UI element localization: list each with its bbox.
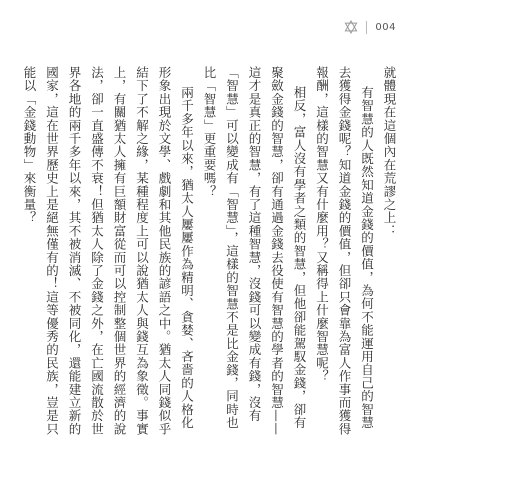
- page-number: 004: [375, 21, 396, 33]
- star-of-david-icon: [344, 20, 358, 34]
- paragraph: 就體現在這個內在荒謬之上：: [382, 66, 397, 238]
- page-header: [344, 20, 396, 34]
- body-text: [0, 66, 400, 438]
- paragraph: 有智慧的人既然知道金錢的價值，為何不能運用自己的智慧去獲得金錢呢？知道金錢的價值，但卻只會靠為富人作事而獲得報酬，這樣的智慧又有什麼用？又稱得上什麼智慧呢？: [314, 66, 375, 436]
- header-divider: [366, 21, 367, 34]
- paragraph: 相反，富人沒有學者之類的智慧，但他卻能駕馭金錢，卻有聚斂金錢的智慧，卻有通過金錢去役使有智慧的學者的智慧——這才是真正的智慧，有了這種智慧，沒錢可以變成有錢，沒有「智慧」可以變成有「智慧」，這樣的智慧不是比金錢，同時也比「智慧」更重要嗎？: [202, 66, 307, 436]
- paragraph: 兩千多年以來，猶太人屢屢作為精明、貪婪、吝嗇的人格化形象出現於文學、戲劇和其他民族的諺語之中。猶太人同錢似乎結下了不解之緣，某種程度上可以說猶太人與錢互為象徵。事實上，有關猶太人擁有巨額財富從而可以控制整個世界的經濟的說法，卻一直盛傳不衰！但猶太人除了金錢之外，在亡國流散於世界各地的兩千多年以來，其不被消滅、不被同化，還能建立新的國家，這在世界歷史上是絕無僅有的！這等優秀的民族，豈是只能以「金錢動物」來衡量？: [22, 66, 195, 436]
